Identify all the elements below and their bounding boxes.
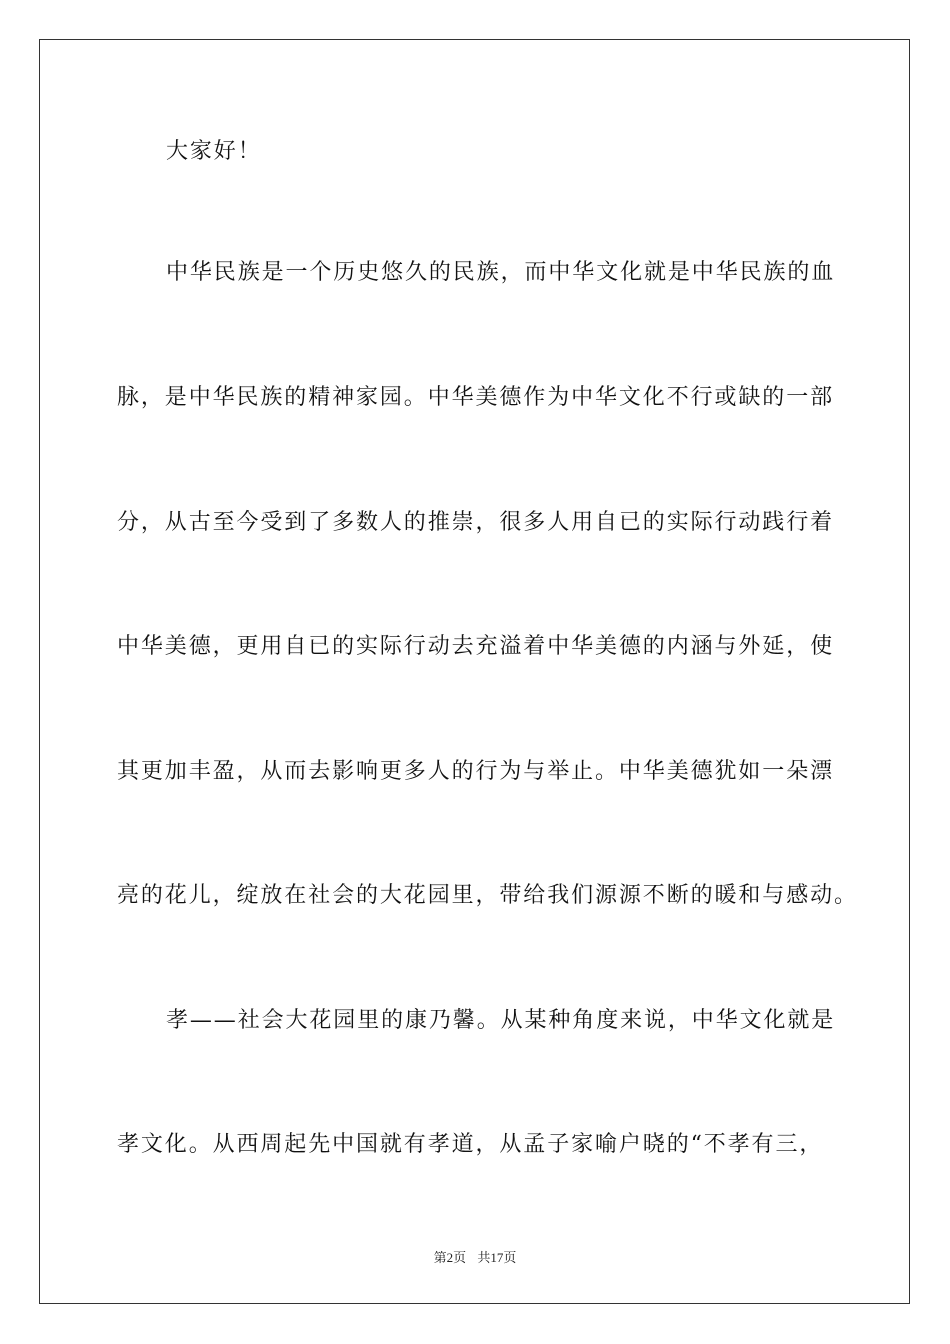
page-border (39, 39, 910, 1304)
page-footer (0, 1247, 950, 1266)
page-total: 共17页 (477, 1250, 517, 1265)
paragraph-1-line-2: 脉，是中华民族的精神家园。中华美德作为中华文化不行或缺的一部 (117, 385, 835, 410)
paragraph-1-line-3: 分，从古至今受到了多数人的推崇，很多人用自已的实际行动践行着 (117, 510, 835, 535)
paragraph-1-line-5: 其更加丰盈，从而去影响更多人的行为与举止。中华美德犹如一朵漂 (117, 759, 835, 784)
paragraph-1-line-6: 亮的花儿，绽放在社会的大花园里，带给我们源源不断的暖和与感动。 (117, 883, 858, 908)
greeting-line: 大家好！ (166, 139, 262, 164)
page-number: 第2页 (433, 1250, 467, 1265)
paragraph-1-line-4: 中华美德，更用自已的实际行动去充溢着中华美德的内涵与外延，使 (117, 634, 835, 659)
paragraph-2-line-2: 孝文化。从西周起先中国就有孝道，从孟子家喻户晓的“不孝有三， (117, 1132, 824, 1157)
paragraph-1-line-1: 中华民族是一个历史悠久的民族，而中华文化就是中华民族的血 (166, 260, 836, 285)
paragraph-2-line-1: 孝——社会大花园里的康乃馨。从某种角度来说，中华文化就是 (166, 1008, 836, 1033)
